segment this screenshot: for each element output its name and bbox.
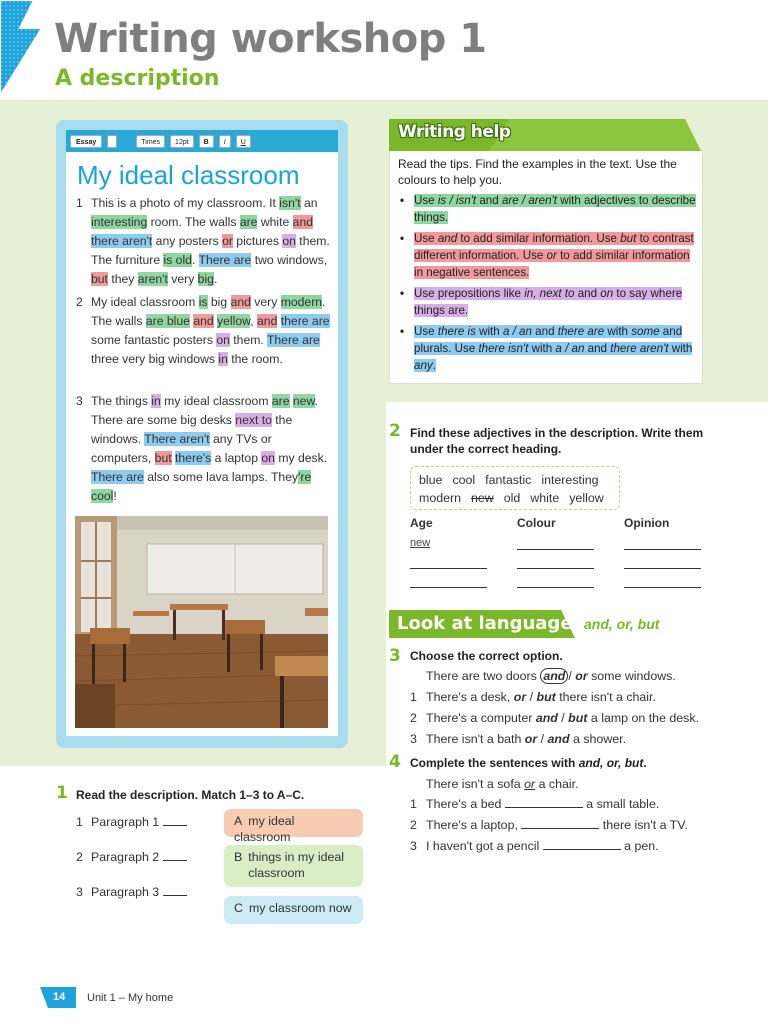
lightning-bolt-decoration xyxy=(0,0,52,100)
highlighted-phrase: but xyxy=(91,272,108,286)
separator: / xyxy=(526,690,537,704)
bullet-icon: • xyxy=(400,194,405,207)
option[interactable]: and xyxy=(547,732,570,746)
paragraph-number: 3 xyxy=(76,394,83,408)
answer-blank[interactable] xyxy=(163,816,187,826)
answer-line[interactable] xyxy=(517,568,594,569)
tip-text-run: to say where things are. xyxy=(414,287,683,317)
option[interactable]: or xyxy=(575,669,588,683)
paragraph-number: 1 xyxy=(76,196,83,210)
text-run: a laptop xyxy=(211,451,262,465)
heading-opinion: Opinion xyxy=(624,516,670,530)
text-run: . The walls xyxy=(91,295,326,328)
highlighted-phrase: are xyxy=(271,394,290,408)
tip-item xyxy=(398,323,698,374)
tip-keyword: in, next to xyxy=(524,287,575,300)
text-run: room. The walls xyxy=(147,215,240,229)
item-number: 3 xyxy=(76,885,83,899)
sentence-start: There isn't a bath xyxy=(426,732,525,746)
sentence-start: I haven't got a pencil xyxy=(426,839,543,853)
tip-text xyxy=(414,232,694,279)
tip-text-run: and xyxy=(584,342,611,355)
text-run: very xyxy=(167,272,198,286)
exercise-4-question xyxy=(410,755,647,771)
tip-keyword: a / an xyxy=(502,325,532,338)
exercise-4-item xyxy=(410,839,659,853)
essay-title: My ideal classroom xyxy=(77,160,300,190)
word: old xyxy=(503,491,521,505)
question-keywords: and, or, but xyxy=(578,756,644,770)
tip-text-run: . xyxy=(432,359,436,372)
word: white xyxy=(530,491,560,505)
highlighted-phrase: modern xyxy=(280,295,323,309)
highlighted-phrase: are blue xyxy=(145,314,190,328)
item-label: Paragraph 1 xyxy=(91,815,160,829)
tip-text-run: with xyxy=(528,342,556,355)
tip-text-run: with adjectives to describe things. xyxy=(414,194,696,224)
option-letter: A xyxy=(234,814,243,828)
underline-button[interactable]: U xyxy=(236,135,251,148)
exercise-3-item xyxy=(410,732,626,746)
sentence-end: a lamp on the desk. xyxy=(587,711,700,725)
highlighted-phrase: There aren't xyxy=(144,432,210,446)
essay-paragraph-2 xyxy=(76,293,332,369)
text-run: ! xyxy=(113,489,117,503)
highlighted-phrase: interesting xyxy=(91,215,148,229)
item-label: Paragraph 3 xyxy=(91,885,160,899)
highlighted-phrase: on xyxy=(216,333,230,347)
option-text: my ideal classroom xyxy=(234,814,295,844)
tip-text-run: Use xyxy=(414,194,438,207)
answer-line[interactable] xyxy=(410,587,487,588)
highlighted-phrase: in xyxy=(218,352,228,366)
classroom-photo xyxy=(75,516,328,728)
answer-blank[interactable] xyxy=(163,886,187,896)
highlighted-phrase: aren't xyxy=(137,272,168,286)
tip-text-run: to add similar information. Use xyxy=(457,232,621,245)
highlighted-phrase: 're cool xyxy=(91,470,312,503)
highlighted-phrase: on xyxy=(261,451,275,465)
text-run: my ideal classroom xyxy=(160,394,272,408)
word: modern xyxy=(419,491,462,505)
option[interactable]: but xyxy=(536,690,556,704)
example-answer: new xyxy=(410,537,431,549)
bullet-icon: • xyxy=(400,287,405,300)
exercise-3-item xyxy=(410,711,699,725)
tip-keyword: any xyxy=(414,359,433,372)
sentence-start: There isn't a sofa xyxy=(426,777,525,791)
highlighted-phrase: there are xyxy=(280,314,330,328)
highlighted-phrase: big xyxy=(197,272,214,286)
text-run: them. The furniture xyxy=(91,234,330,267)
text-run: any posters xyxy=(152,234,223,248)
exercise-3-example xyxy=(426,669,676,683)
item-number: 3 xyxy=(410,839,417,853)
text-run: big xyxy=(207,295,231,309)
sentence-end: a pen. xyxy=(620,839,659,853)
tip-keyword: there aren't xyxy=(610,342,669,355)
tip-text-run: Use prepositions like xyxy=(414,287,525,300)
document-icon xyxy=(107,135,117,148)
exercise-3-question: Choose the correct option. xyxy=(410,649,563,663)
answer-blank[interactable] xyxy=(505,798,583,808)
font-selector[interactable]: Times xyxy=(136,135,165,148)
page-number: 14 xyxy=(53,991,66,1003)
tip-text xyxy=(414,287,682,317)
highlighted-phrase: is old xyxy=(163,253,192,267)
tip-text-run: and xyxy=(531,325,558,338)
example-answer: or xyxy=(524,777,536,791)
exercise-4-item xyxy=(410,797,659,811)
tip-keyword: are / aren't xyxy=(501,194,557,207)
highlighted-phrase: there's xyxy=(175,451,212,465)
item-label: Paragraph 2 xyxy=(91,850,160,864)
tip-keyword: there are xyxy=(557,325,605,338)
text-run: pictures xyxy=(232,234,283,248)
text-run: also some lava lamps. They xyxy=(143,470,299,484)
option[interactable]: or xyxy=(513,690,527,704)
tip-item xyxy=(398,285,698,319)
tip-keyword: there is xyxy=(437,325,476,338)
question-text: Complete the sentences with xyxy=(410,756,579,770)
tip-keyword: on xyxy=(600,287,614,300)
separator: / xyxy=(557,711,569,725)
sentence-end: some windows. xyxy=(587,669,676,683)
tip-text-run: to add similar information in negative sentences. xyxy=(414,249,690,279)
answer-line[interactable] xyxy=(624,549,701,550)
italic-button[interactable]: I xyxy=(219,135,231,148)
word: fantastic xyxy=(485,473,532,487)
option-letter: C xyxy=(234,901,243,915)
text-run: them. xyxy=(229,333,267,347)
heading-age: Age xyxy=(410,516,433,530)
tip-text-run: Use xyxy=(414,232,438,245)
separator: / xyxy=(568,669,576,683)
answer-blank[interactable] xyxy=(163,851,187,861)
option[interactable]: and xyxy=(535,711,558,725)
highlighted-phrase: There are xyxy=(198,253,252,267)
tip-keyword: there isn't xyxy=(478,342,529,355)
font-size-selector[interactable]: 12pt xyxy=(170,135,194,148)
exercise-4-item xyxy=(410,818,688,832)
highlighted-phrase: isn't xyxy=(279,196,301,210)
highlighted-phrase: on xyxy=(282,234,296,248)
tip-text-run: to contrast different information. Use xyxy=(414,232,694,262)
exercise-4-number: 4 xyxy=(389,752,401,772)
question-text: . xyxy=(643,756,647,770)
paragraph-match-item xyxy=(76,885,187,899)
highlighted-phrase: and xyxy=(292,215,314,229)
paragraph-text xyxy=(91,392,332,506)
tip-text-run: with xyxy=(668,342,693,355)
highlighted-phrase: new xyxy=(292,394,315,408)
highlighted-phrase: and xyxy=(230,295,251,309)
answer-line[interactable] xyxy=(624,587,701,588)
highlighted-phrase: yellow xyxy=(217,314,251,328)
word: yellow xyxy=(569,491,604,505)
sentence-start: There's a bed xyxy=(426,797,505,811)
tip-text-run: and xyxy=(476,194,502,207)
tip-keyword: but xyxy=(620,232,637,245)
tip-keyword: and xyxy=(437,232,458,245)
exercise-1-number: 1 xyxy=(56,783,68,803)
text-run: This is a photo of my classroom. It xyxy=(91,196,280,210)
item-number: 2 xyxy=(410,711,417,725)
option[interactable]: or xyxy=(524,732,538,746)
tip-keyword: a / an xyxy=(555,342,585,355)
option-text: my classroom now xyxy=(248,901,352,915)
writing-help-title: Writing help xyxy=(398,122,511,142)
option[interactable]: but xyxy=(568,711,588,725)
item-number: 3 xyxy=(410,732,417,746)
item-number: 2 xyxy=(410,818,417,832)
item-number: 1 xyxy=(410,690,417,704)
essay-paragraph-1 xyxy=(76,194,332,289)
essay-tab[interactable]: Essay xyxy=(70,135,102,148)
paragraph-text xyxy=(91,194,332,289)
paragraph-text xyxy=(91,293,332,369)
sentence-start: There's a laptop, xyxy=(426,818,522,832)
answer-line[interactable] xyxy=(517,549,594,550)
text-run: . xyxy=(191,253,199,267)
answer-line[interactable] xyxy=(517,587,594,588)
text-run: my desk. xyxy=(274,451,328,465)
sentence-end: a chair. xyxy=(535,777,579,791)
highlighted-phrase: next to xyxy=(235,413,272,427)
sentence-end: there isn't a chair. xyxy=(555,690,656,704)
highlighted-phrase: and xyxy=(193,314,214,328)
text-run: the room. xyxy=(227,352,283,366)
tip-keyword: is / isn't xyxy=(437,194,477,207)
text-run: . xyxy=(213,272,218,286)
adjective-word-box xyxy=(410,466,620,510)
highlighted-phrase: but xyxy=(154,451,172,465)
tip-text xyxy=(414,325,692,372)
look-at-language-subtitle: and, or, but xyxy=(584,616,660,632)
text-run: three very big windows xyxy=(91,352,219,366)
tip-text-run: and xyxy=(574,287,601,300)
bullet-icon: • xyxy=(400,325,405,338)
highlighted-phrase: or xyxy=(222,234,233,248)
circled-option[interactable]: and xyxy=(540,668,568,684)
tip-keyword: some xyxy=(631,325,660,338)
tip-keyword: or xyxy=(546,249,557,262)
text-run: they xyxy=(107,272,138,286)
text-run: any TVs or computers, xyxy=(91,432,272,465)
option-text: things in my ideal classroom xyxy=(248,850,344,880)
option-c[interactable] xyxy=(224,896,363,924)
answer-line[interactable] xyxy=(410,568,487,569)
tip-text-run: with xyxy=(604,325,632,338)
sentence-end: there isn't a TV. xyxy=(599,818,688,832)
look-at-language-title: Look at language xyxy=(397,613,573,634)
item-number: 1 xyxy=(410,797,417,811)
option-letter: B xyxy=(234,850,243,864)
text-run: . There are some big desks xyxy=(91,394,318,427)
highlighted-phrase: is xyxy=(198,295,208,309)
essay-paragraph-3 xyxy=(76,392,332,506)
text-run: white xyxy=(257,215,293,229)
highlighted-phrase: There are xyxy=(91,470,144,484)
option-b[interactable] xyxy=(224,845,363,887)
text-run: an xyxy=(300,196,318,210)
text-run: very xyxy=(250,295,281,309)
sentence-end: a shower. xyxy=(569,732,627,746)
sentence-start: There's a computer xyxy=(426,711,536,725)
exercise-2-question: Find these adjectives in the description. Write them under the correct heading. xyxy=(410,426,704,456)
highlighted-phrase: are xyxy=(239,215,258,229)
tip-item xyxy=(398,230,698,281)
separator: / xyxy=(537,732,548,746)
word: blue xyxy=(419,473,443,487)
exercise-4-example xyxy=(426,777,579,791)
paragraph-match-item xyxy=(76,815,187,829)
sentence-end: a small table. xyxy=(582,797,660,811)
bold-button[interactable]: B xyxy=(199,135,214,148)
text-run: My ideal classroom xyxy=(91,295,199,309)
answer-blank[interactable] xyxy=(521,819,599,829)
text-run: two windows, xyxy=(251,253,328,267)
text-run: some fantastic posters xyxy=(91,333,217,347)
heading-colour: Colour xyxy=(517,516,556,530)
exercise-2-number: 2 xyxy=(389,421,401,441)
page-subtitle: A description xyxy=(55,66,220,91)
paragraph-match-item xyxy=(76,850,187,864)
text-run: The things xyxy=(91,394,152,408)
tip-text-run: with xyxy=(475,325,503,338)
exercise-1-question: Read the description. Match 1–3 to A–C. xyxy=(76,788,305,802)
tip-text-run: and plurals. Use xyxy=(414,325,683,355)
sentence-start: There's a desk, xyxy=(426,690,514,704)
item-number: 1 xyxy=(76,815,83,829)
page-title: Writing workshop 1 xyxy=(54,16,487,62)
exercise-3-number: 3 xyxy=(389,646,401,666)
item-number: 2 xyxy=(76,850,83,864)
text-run: the windows. xyxy=(91,413,293,446)
bullet-icon: • xyxy=(400,232,405,245)
highlighted-phrase: There are xyxy=(266,333,320,347)
tip-text-run: Use xyxy=(414,325,438,338)
word: cool xyxy=(452,473,476,487)
answer-line[interactable] xyxy=(624,568,701,569)
text-run: , xyxy=(250,314,258,328)
highlighted-phrase: there aren't xyxy=(91,234,153,248)
option-a[interactable] xyxy=(224,809,363,844)
tip-text xyxy=(414,194,696,224)
unit-label: Unit 1 – My home xyxy=(87,992,174,1004)
word-crossed-out: new xyxy=(471,491,494,505)
sentence-start: There are two doors xyxy=(426,669,541,683)
tip-item xyxy=(398,192,698,226)
word: interesting xyxy=(541,473,599,487)
answer-blank[interactable] xyxy=(543,840,621,850)
highlighted-phrase: in xyxy=(151,394,161,408)
exercise-3-item xyxy=(410,690,656,704)
writing-help-intro: Read the tips. Find the examples in the text. Use the colours to help you. xyxy=(398,157,677,187)
highlighted-phrase: and xyxy=(257,314,278,328)
document-toolbar xyxy=(66,130,338,152)
writing-help-tips xyxy=(398,192,698,378)
paragraph-number: 2 xyxy=(76,295,83,309)
